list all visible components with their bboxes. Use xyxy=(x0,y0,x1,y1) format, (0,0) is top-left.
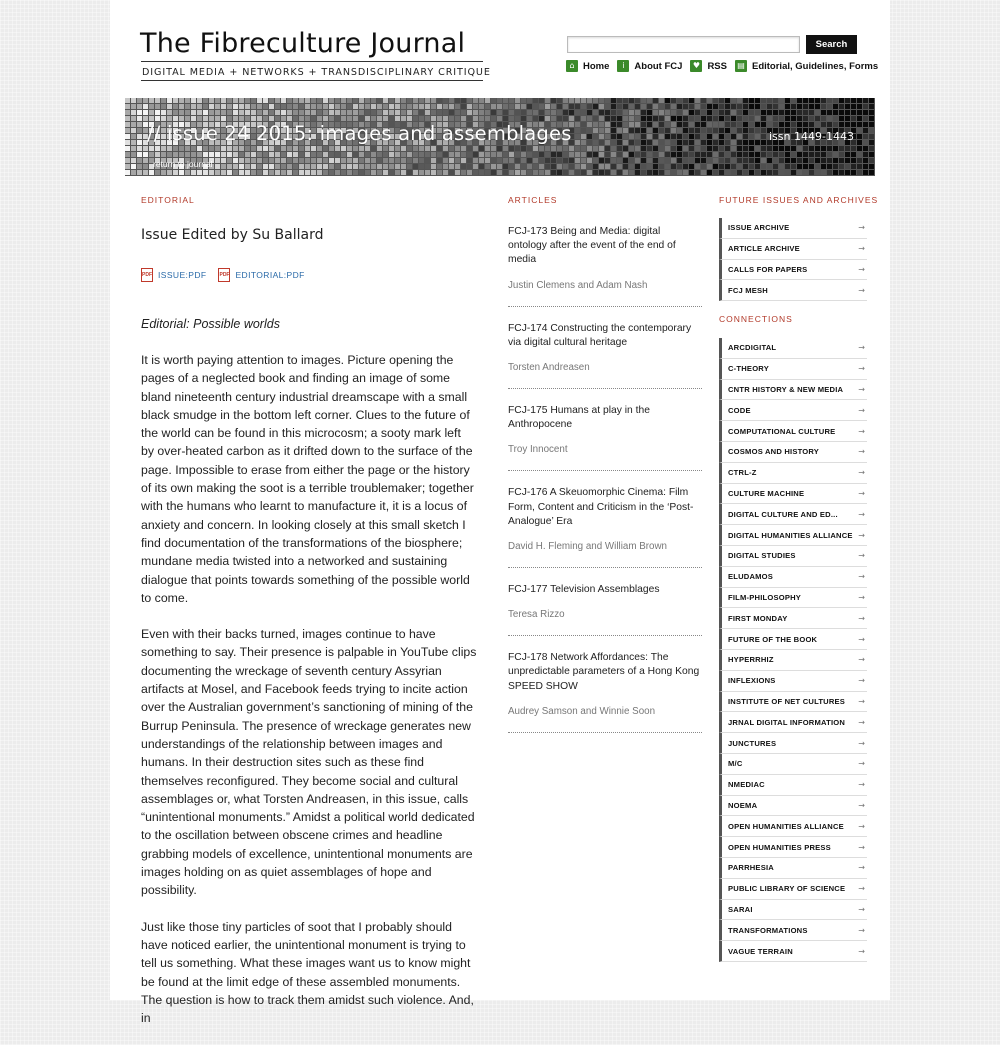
arrow-right-icon: → xyxy=(858,551,865,561)
sidebar-link[interactable] xyxy=(719,400,867,421)
sidebar-link[interactable] xyxy=(719,504,867,525)
article-item xyxy=(508,486,702,568)
arrow-right-icon: → xyxy=(858,285,865,295)
sidebar-link[interactable] xyxy=(719,260,867,281)
pdf-label: EDITORIAL:PDF xyxy=(235,270,305,280)
future-issues-section-label: FUTURE ISSUES AND ARCHIVES xyxy=(719,195,879,205)
editorial-paragraph: Even with their backs turned, images continue to have something to say. Their presence is palpable in YouTube clips documenting the wreckage of seventh century Assyrian artifacts at Mosel, and Facebook feeds trying to incite action over the Australian government’s sanctioning of mining of the Burrup Peninsula. The presence of wreckage generates new understandings of the relationship between images and humans. In their destruction sites such as these find themselves reconfigured. They become social and cultural assemblages or, what Torsten Andreasen, in this issue, calls “unintentional monuments.” Amidst a political world dedicated to the oscillation between obscene crimes and headline grabbing models of excellence, unintentional monuments are images holding on as quiet assemblages of hope and possibility. xyxy=(141,627,477,898)
sidebar-link[interactable] xyxy=(719,650,867,671)
future-issues-list xyxy=(719,218,867,301)
sidebar-link[interactable] xyxy=(719,359,867,380)
arrow-right-icon: → xyxy=(858,468,865,478)
sidebar-link-label: M/C xyxy=(728,759,743,769)
arrow-right-icon: → xyxy=(858,572,865,582)
connections-section-label: CONNECTIONS xyxy=(719,314,793,324)
sidebar-link-label: JRNAL DIGITAL INFORMATION xyxy=(728,717,846,727)
sidebar-link-label: FCJ MESH xyxy=(728,285,768,295)
arrow-right-icon: → xyxy=(858,364,865,374)
sidebar-link[interactable] xyxy=(719,484,867,505)
sidebar-link[interactable] xyxy=(719,900,867,921)
arrow-right-icon: → xyxy=(858,738,865,748)
arrow-right-icon: → xyxy=(858,244,865,254)
article-item xyxy=(508,225,702,307)
sidebar-link-label: CODE xyxy=(728,405,751,415)
sidebar-link[interactable] xyxy=(719,421,867,442)
article-title-link[interactable]: FCJ-176 A Skeuomorphic Cinema: Film Form, Content and Criticism in the ‘Post-Analogue’ Era xyxy=(508,487,694,527)
page xyxy=(110,0,890,1026)
nav-label: RSS xyxy=(707,60,727,72)
sidebar-link[interactable] xyxy=(719,879,867,900)
article-author: Teresa Rizzo xyxy=(508,609,565,621)
sidebar-link[interactable] xyxy=(719,338,867,359)
article-item xyxy=(508,651,702,733)
nav-label: About FCJ xyxy=(634,60,683,72)
pdf-icon: PDF xyxy=(141,268,153,282)
arrow-right-icon: → xyxy=(858,426,865,436)
sidebar-link-label: CALLS FOR PAPERS xyxy=(728,264,808,274)
arrow-right-icon: → xyxy=(858,759,865,769)
article-title-link[interactable]: FCJ-175 Humans at play in the Anthropocene xyxy=(508,405,650,431)
article-item xyxy=(508,322,702,389)
article-item xyxy=(508,583,702,636)
sidebar-link-label: OPEN HUMANITIES PRESS xyxy=(728,842,831,852)
sidebar-link-label: INFLEXIONS xyxy=(728,676,776,686)
sidebar-link[interactable] xyxy=(719,671,867,692)
sidebar-link[interactable] xyxy=(719,796,867,817)
sidebar-link-label: DIGITAL STUDIES xyxy=(728,551,796,561)
arrow-right-icon: → xyxy=(858,842,865,852)
sidebar-link[interactable] xyxy=(719,218,867,239)
sidebar-link-label: DIGITAL HUMANITIES ALLIANCE xyxy=(728,530,853,540)
sidebar-link-label: COSMOS AND HISTORY xyxy=(728,447,820,457)
search-input[interactable] xyxy=(567,36,800,53)
arrow-right-icon: → xyxy=(858,384,865,394)
arrow-right-icon: → xyxy=(858,696,865,706)
pdf-links xyxy=(141,268,317,282)
arrow-right-icon: → xyxy=(858,343,865,353)
sidebar-link[interactable] xyxy=(719,733,867,754)
article-title-link[interactable]: FCJ-177 Television Assemblages xyxy=(508,584,660,596)
sidebar-link[interactable] xyxy=(719,239,867,260)
site-tagline: DIGITAL MEDIA + NETWORKS + TRANSDISCIPLINARY CRITIQUE xyxy=(142,67,491,78)
arrow-right-icon: → xyxy=(858,634,865,644)
sidebar-link-label: ELUDAMOS xyxy=(728,572,774,582)
article-author: Torsten Andreasen xyxy=(508,362,590,374)
sidebar-link-label: SARAI xyxy=(728,904,753,914)
articles-list xyxy=(508,225,702,748)
arrow-right-icon: → xyxy=(858,509,865,519)
nav-label: Editorial, Guidelines, Forms xyxy=(751,60,879,72)
sidebar-link-label: FUTURE OF THE BOOK xyxy=(728,634,818,644)
sidebar-link-label: ARCDIGITAL xyxy=(728,343,777,353)
sidebar-link[interactable] xyxy=(719,380,867,401)
arrow-right-icon: → xyxy=(858,447,865,457)
arrow-right-icon: → xyxy=(858,800,865,810)
arrow-right-icon: → xyxy=(858,925,865,935)
sidebar-link[interactable] xyxy=(719,837,867,858)
article-title-link[interactable]: FCJ-174 Constructing the contemporary via digital cultural heritage xyxy=(508,322,692,348)
editorial-paragraph: Just like those tiny particles of soot that I probably should have noticed earlier, the unintentional monument is trying to tell us something. What these images want us to know might be found at the limit edge of these assembled monuments. The question is how to track them amidst such violence. And, in xyxy=(141,919,474,1026)
sidebar-link[interactable] xyxy=(719,941,867,962)
sidebar-link-label: NMEDIAC xyxy=(728,780,765,790)
article-author: David H. Fleming and William Brown xyxy=(508,541,667,553)
nav-rss[interactable] xyxy=(690,60,727,72)
sidebar-link[interactable] xyxy=(719,629,867,650)
rss-icon: ♥ xyxy=(690,60,702,72)
site-title[interactable]: The Fibreculture Journal xyxy=(140,28,466,59)
sidebar-link-label: HYPERRHIZ xyxy=(728,655,774,665)
sidebar-link[interactable] xyxy=(719,754,867,775)
arrow-right-icon: → xyxy=(858,223,865,233)
sidebar-link[interactable] xyxy=(719,608,867,629)
article-title-link[interactable]: FCJ-178 Network Affordances: The unpredictable parameters of a Hong Kong SPEED SHOW xyxy=(508,652,700,692)
sidebar-link-label: ARTICLE ARCHIVE xyxy=(728,244,800,254)
article-author: Troy Innocent xyxy=(508,444,568,456)
issue-pdf-link[interactable] xyxy=(141,268,206,282)
sidebar-link[interactable] xyxy=(719,816,867,837)
editorial-paragraph: It is worth paying attention to images. Picture opening the pages of a neglected book and finding an image of some bland nineteenth century industrial dreamscape with a small black smudge in the bottom left corner. Clues to the future of the world can be found in this microcosm; a sooty mark left by over-heated carbon as it drifted down to the surface of the page. Impossible to erase from either the page or the history of its own making the soot is a terrible troublemaker; together with the humans who learnt to manufacture it, it is a locus of anxiety and concern. In looking closely at this small sketch I find documentation of the transformations of the biosphere; mundane media twisted into a networked and sustaining dialogue that points towards something of the possible world to come. xyxy=(141,353,474,605)
nav-label: Home xyxy=(583,60,610,72)
arrow-right-icon: → xyxy=(858,717,865,727)
home-icon: ⌂ xyxy=(566,60,578,72)
issue-editor-heading: Issue Edited by Su Ballard xyxy=(141,227,324,243)
sidebar-link[interactable] xyxy=(719,280,867,301)
arrow-right-icon: → xyxy=(858,613,865,623)
pdf-icon: PDF xyxy=(218,268,230,282)
info-icon: i xyxy=(617,60,629,72)
arrow-right-icon: → xyxy=(858,592,865,602)
article-author: Audrey Samson and Winnie Soon xyxy=(508,705,656,717)
sidebar-link-label: OPEN HUMANITIES ALLIANCE xyxy=(728,821,844,831)
return-to-journal-link[interactable]: return to journal xyxy=(153,159,213,169)
nav-home[interactable] xyxy=(566,60,609,72)
arrow-right-icon: → xyxy=(858,264,865,274)
articles-section-label: ARTICLES xyxy=(508,195,558,205)
sidebar-link-label: VAGUE TERRAIN xyxy=(728,946,793,956)
banner-issn: issn 1449-1443 xyxy=(769,130,854,143)
sidebar-link[interactable] xyxy=(719,692,867,713)
sidebar-link[interactable] xyxy=(719,858,867,879)
sidebar-link-label: CULTURE MACHINE xyxy=(728,488,805,498)
sidebar-link[interactable] xyxy=(719,525,867,546)
sidebar-link[interactable] xyxy=(719,546,867,567)
sidebar-link-label: PARRHESIA xyxy=(728,863,774,873)
arrow-right-icon: → xyxy=(858,488,865,498)
connections-list xyxy=(719,338,867,962)
sidebar-link[interactable] xyxy=(719,442,867,463)
article-item xyxy=(508,404,702,471)
editorial-pdf-link[interactable] xyxy=(218,268,304,282)
article-author: Justin Clemens and Adam Nash xyxy=(508,279,648,291)
arrow-right-icon: → xyxy=(858,863,865,873)
arrow-right-icon: → xyxy=(858,821,865,831)
sidebar-link[interactable] xyxy=(719,588,867,609)
sidebar-link-label: CNTR HISTORY & NEW MEDIA xyxy=(728,384,844,394)
pdf-label: ISSUE:PDF xyxy=(158,270,207,280)
arrow-right-icon: → xyxy=(858,655,865,665)
arrow-right-icon: → xyxy=(858,780,865,790)
sidebar-link[interactable] xyxy=(719,775,867,796)
arrow-right-icon: → xyxy=(858,676,865,686)
editorial-section-label: EDITORIAL xyxy=(141,195,195,205)
sidebar-link-label: NOEMA xyxy=(728,800,758,810)
issue-banner xyxy=(125,98,875,176)
sidebar-link-label: C-THEORY xyxy=(728,364,769,374)
sidebar-link-label: FIRST MONDAY xyxy=(728,613,788,623)
sidebar-link[interactable] xyxy=(719,712,867,733)
arrow-right-icon: → xyxy=(858,405,865,415)
title-rule-bottom xyxy=(141,80,483,81)
article-title-link[interactable]: FCJ-173 Being and Media: digital ontology after the event of the end of media xyxy=(508,226,676,266)
sidebar-link-label: INSTITUTE OF NET CULTURES xyxy=(728,696,846,706)
arrow-right-icon: → xyxy=(858,904,865,914)
arrow-right-icon: → xyxy=(858,946,865,956)
sidebar-link-label: TRANSFORMATIONS xyxy=(728,925,808,935)
editorial-title: Editorial: Possible worlds xyxy=(141,317,280,331)
arrow-right-icon: → xyxy=(858,530,865,540)
sidebar-link-label: FILM-PHILOSOPHY xyxy=(728,592,802,602)
sidebar-link-label: DIGITAL CULTURE AND ED... xyxy=(728,509,838,519)
nav-editorial-guidelines[interactable] xyxy=(735,60,878,72)
sidebar-link-label: COMPUTATIONAL CULTURE xyxy=(728,426,836,436)
search-button[interactable]: Search xyxy=(806,35,857,54)
sidebar-link[interactable] xyxy=(719,567,867,588)
top-nav xyxy=(566,60,886,72)
sidebar-link-label: ISSUE ARCHIVE xyxy=(728,223,790,233)
sidebar-link[interactable] xyxy=(719,463,867,484)
sidebar-link-label: JUNCTURES xyxy=(728,738,777,748)
banner-title: // issue 24 2015: images and assemblages xyxy=(147,122,572,145)
title-rule-top xyxy=(141,61,483,62)
sidebar-link[interactable] xyxy=(719,920,867,941)
nav-about[interactable] xyxy=(617,60,682,72)
sidebar-link-label: PUBLIC LIBRARY OF SCIENCE xyxy=(728,884,846,894)
editorial-body xyxy=(141,351,477,1045)
sidebar-link-label: CTRL-Z xyxy=(728,468,757,478)
arrow-right-icon: → xyxy=(858,884,865,894)
document-icon: ▤ xyxy=(735,60,747,72)
